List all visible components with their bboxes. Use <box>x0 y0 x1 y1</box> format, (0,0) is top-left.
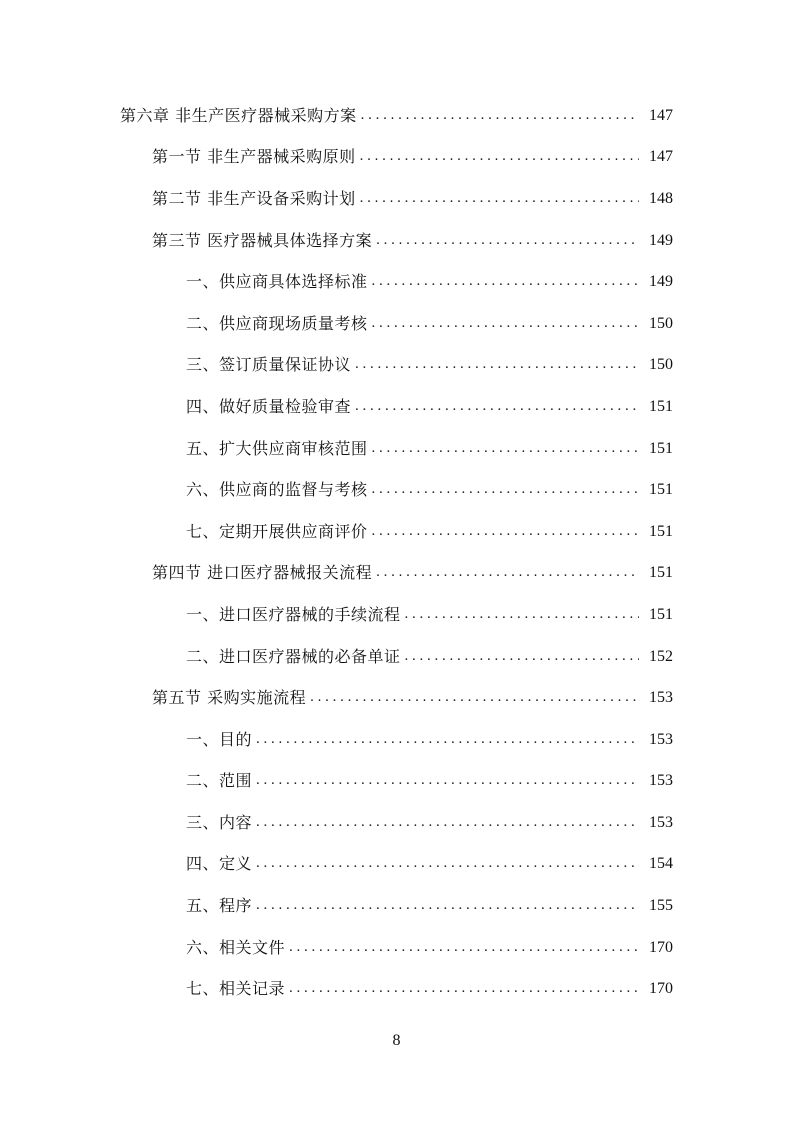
toc-entry-page: 152 <box>649 647 673 665</box>
toc-entry[interactable] <box>0 844 793 886</box>
toc-dot-leader <box>355 396 639 416</box>
toc-entry-page: 151 <box>649 564 673 582</box>
toc-entry[interactable] <box>0 137 793 179</box>
toc-entry[interactable] <box>0 428 793 470</box>
toc-dot-leader <box>310 687 639 707</box>
toc-dot-leader <box>256 770 639 790</box>
toc-entry-title: 第三节 医疗器械具体选择方案 <box>152 230 373 250</box>
toc-entry-page: 155 <box>649 897 673 915</box>
toc-dot-leader <box>355 354 639 374</box>
toc-dot-leader <box>289 978 639 998</box>
toc-entry-title: 三、内容 <box>186 812 253 832</box>
toc-dot-leader <box>256 729 639 749</box>
toc-dot-leader <box>256 812 639 832</box>
toc-entry-title: 一、进口医疗器械的手续流程 <box>186 604 401 624</box>
toc-entry[interactable] <box>0 178 793 220</box>
toc-dot-leader <box>405 604 639 624</box>
toc-dot-leader <box>376 230 639 250</box>
toc-entry-title: 第六章 非生产医疗器械采购方案 <box>120 105 357 125</box>
toc-dot-leader <box>360 146 639 166</box>
toc-entry-title: 二、进口医疗器械的必备单证 <box>186 646 401 666</box>
toc-entry-page: 153 <box>649 730 673 748</box>
toc-entry-title: 第五节 采购实施流程 <box>152 688 307 708</box>
toc-entry[interactable] <box>0 511 793 553</box>
toc-entry[interactable] <box>0 95 793 137</box>
toc-dot-leader <box>372 313 639 333</box>
toc-entry-title: 六、相关文件 <box>186 937 286 957</box>
toc-dot-leader <box>376 562 639 582</box>
toc-entry[interactable] <box>0 469 793 511</box>
toc-entry-title: 七、定期开展供应商评价 <box>186 521 368 541</box>
toc-entry-page: 150 <box>649 356 673 374</box>
toc-entry-title: 二、供应商现场质量考核 <box>186 313 368 333</box>
toc-dot-leader <box>360 188 639 208</box>
toc-entry-title: 五、扩大供应商审核范围 <box>186 438 368 458</box>
toc-dot-leader <box>256 895 639 915</box>
toc-entry[interactable] <box>0 636 793 678</box>
toc-entry[interactable] <box>0 386 793 428</box>
toc-entry-page: 170 <box>649 980 673 998</box>
toc-entry[interactable] <box>0 677 793 719</box>
toc-entry-page: 149 <box>649 273 673 291</box>
toc-entry[interactable] <box>0 220 793 262</box>
toc-entry-title: 二、范围 <box>186 771 253 791</box>
toc-entry-title: 三、签订质量保证协议 <box>186 355 352 375</box>
toc-entry-title: 四、做好质量检验审查 <box>186 396 352 416</box>
toc-dot-leader <box>372 521 639 541</box>
toc-entry-title: 七、相关记录 <box>186 979 286 999</box>
toc-entry-page: 148 <box>649 189 673 207</box>
toc-entry[interactable] <box>0 968 793 1010</box>
toc-entry-page: 154 <box>649 855 673 873</box>
toc-entry-page: 151 <box>649 605 673 623</box>
toc-entry-title: 一、供应商具体选择标准 <box>186 272 368 292</box>
toc-entry[interactable] <box>0 802 793 844</box>
toc-entry[interactable] <box>0 885 793 927</box>
toc-entry-page: 151 <box>649 397 673 415</box>
table-of-contents <box>0 95 793 1010</box>
toc-entry-title: 第一节 非生产器械采购原则 <box>152 147 356 167</box>
toc-dot-leader <box>361 105 639 125</box>
toc-entry-page: 147 <box>649 106 673 124</box>
toc-dot-leader <box>405 646 639 666</box>
toc-entry-page: 149 <box>649 231 673 249</box>
toc-entry-page: 147 <box>649 148 673 166</box>
toc-dot-leader <box>256 853 639 873</box>
toc-entry[interactable] <box>0 761 793 803</box>
toc-entry[interactable] <box>0 553 793 595</box>
toc-entry-page: 153 <box>649 772 673 790</box>
toc-entry-title: 四、定义 <box>186 854 253 874</box>
toc-entry-page: 170 <box>649 938 673 956</box>
toc-entry[interactable] <box>0 719 793 761</box>
toc-entry-page: 153 <box>649 689 673 707</box>
toc-entry-title: 第二节 非生产设备采购计划 <box>152 188 356 208</box>
toc-entry-page: 150 <box>649 314 673 332</box>
toc-dot-leader <box>372 438 639 458</box>
toc-entry[interactable] <box>0 261 793 303</box>
page-number: 8 <box>392 1032 401 1049</box>
toc-entry[interactable] <box>0 303 793 345</box>
toc-entry[interactable] <box>0 594 793 636</box>
toc-entry-page: 153 <box>649 813 673 831</box>
toc-dot-leader <box>289 937 639 957</box>
toc-dot-leader <box>372 479 639 499</box>
toc-entry-page: 151 <box>649 439 673 457</box>
toc-entry-title: 六、供应商的监督与考核 <box>186 480 368 500</box>
toc-entry[interactable] <box>0 927 793 969</box>
toc-entry-title: 一、目的 <box>186 729 253 749</box>
toc-entry-title: 五、程序 <box>186 896 253 916</box>
toc-entry-page: 151 <box>649 481 673 499</box>
toc-entry[interactable] <box>0 345 793 387</box>
toc-dot-leader <box>372 271 639 291</box>
toc-entry-page: 151 <box>649 522 673 540</box>
toc-entry-title: 第四节 进口医疗器械报关流程 <box>152 563 373 583</box>
